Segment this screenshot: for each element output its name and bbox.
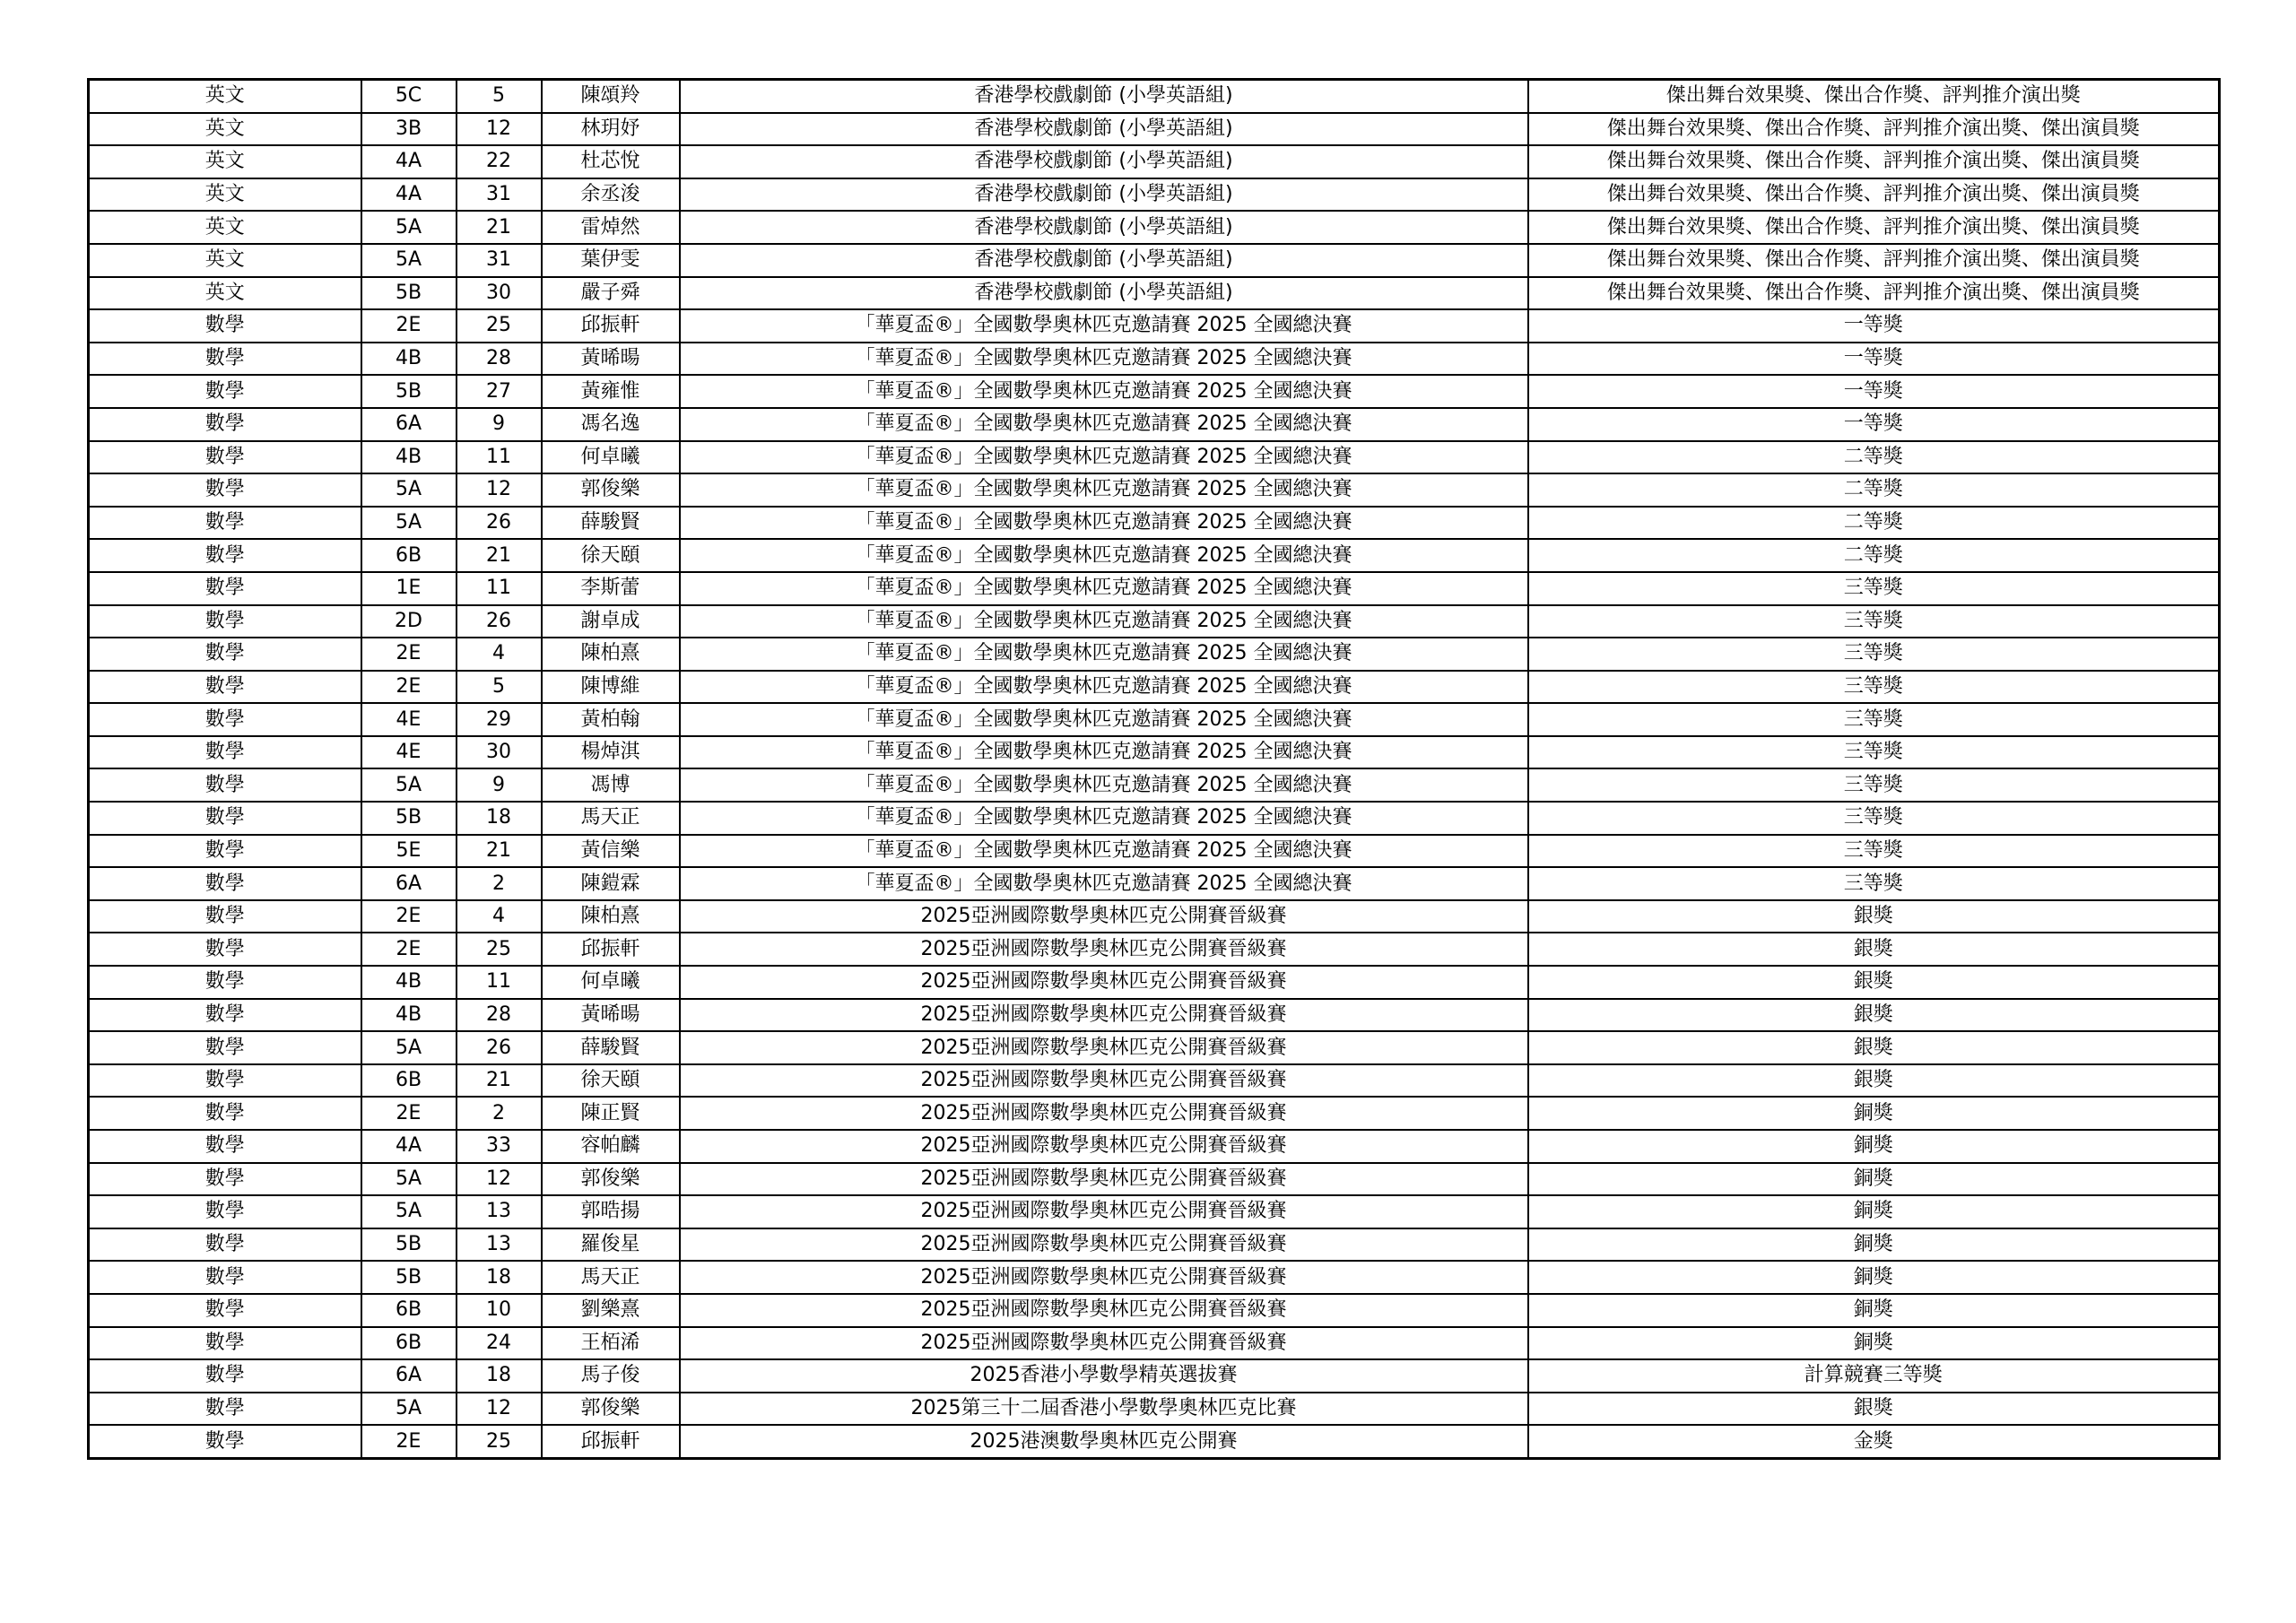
competition-cell: 2025亞洲國際數學奧林匹克公開賽晉級賽	[680, 1097, 1528, 1130]
competition-cell: 「華夏盃®」全國數學奧林匹克邀請賽 2025 全國總決賽	[680, 768, 1528, 802]
student-name-cell: 余丞浚	[542, 178, 680, 212]
class-cell: 6A	[361, 1359, 457, 1393]
student-name-cell: 馬天正	[542, 802, 680, 835]
student-name-cell: 徐天頤	[542, 539, 680, 572]
table-row	[89, 1393, 2220, 1426]
student-name-cell: 馬天正	[542, 1261, 680, 1294]
student-number-cell: 22	[457, 145, 542, 178]
class-cell: 5A	[361, 1195, 457, 1228]
student-name-cell: 陳柏熹	[542, 638, 680, 671]
subject-cell: 數學	[89, 1261, 361, 1294]
table-row	[89, 1031, 2220, 1064]
subject-cell: 數學	[89, 1393, 361, 1426]
competition-cell: 2025亞洲國際數學奧林匹克公開賽晉級賽	[680, 1163, 1528, 1196]
class-cell: 2E	[361, 638, 457, 671]
student-name-cell: 陳博維	[542, 671, 680, 704]
student-name-cell: 謝卓成	[542, 605, 680, 638]
student-name-cell: 黃信樂	[542, 835, 680, 868]
table-row	[89, 1130, 2220, 1163]
student-name-cell: 黃晞暘	[542, 343, 680, 376]
competition-cell: 「華夏盃®」全國數學奧林匹克邀請賽 2025 全國總決賽	[680, 867, 1528, 900]
table-row	[89, 802, 2220, 835]
table-row	[89, 638, 2220, 671]
student-name-cell: 徐天頤	[542, 1064, 680, 1098]
student-name-cell: 郭俊樂	[542, 1163, 680, 1196]
student-name-cell: 馮博	[542, 768, 680, 802]
student-number-cell: 4	[457, 900, 542, 933]
award-cell: 銀獎	[1528, 966, 2220, 999]
award-cell: 一等獎	[1528, 408, 2220, 441]
class-cell: 5B	[361, 277, 457, 310]
student-number-cell: 21	[457, 835, 542, 868]
student-name-cell: 黃晞暘	[542, 999, 680, 1032]
class-cell: 5A	[361, 473, 457, 507]
subject-cell: 數學	[89, 802, 361, 835]
student-number-cell: 30	[457, 277, 542, 310]
competition-cell: 2025亞洲國際數學奧林匹克公開賽晉級賽	[680, 1228, 1528, 1262]
competition-cell: 「華夏盃®」全國數學奧林匹克邀請賽 2025 全國總決賽	[680, 473, 1528, 507]
student-number-cell: 29	[457, 703, 542, 736]
student-name-cell: 陳鎧霖	[542, 867, 680, 900]
table-row	[89, 1064, 2220, 1098]
student-number-cell: 21	[457, 1064, 542, 1098]
table-row	[89, 441, 2220, 474]
class-cell: 6A	[361, 867, 457, 900]
subject-cell: 數學	[89, 1294, 361, 1327]
competition-cell: 2025亞洲國際數學奧林匹克公開賽晉級賽	[680, 999, 1528, 1032]
award-cell: 三等獎	[1528, 768, 2220, 802]
table-row	[89, 80, 2220, 113]
table-row	[89, 1097, 2220, 1130]
award-cell: 傑出舞台效果獎、傑出合作獎、評判推介演出獎、傑出演員獎	[1528, 145, 2220, 178]
table-row	[89, 1425, 2220, 1458]
student-number-cell: 2	[457, 867, 542, 900]
subject-cell: 數學	[89, 1359, 361, 1393]
class-cell: 2E	[361, 933, 457, 966]
class-cell: 6A	[361, 408, 457, 441]
class-cell: 4A	[361, 1130, 457, 1163]
table-row	[89, 178, 2220, 212]
competition-cell: 2025亞洲國際數學奧林匹克公開賽晉級賽	[680, 900, 1528, 933]
student-number-cell: 33	[457, 1130, 542, 1163]
student-number-cell: 13	[457, 1195, 542, 1228]
award-cell: 銅獎	[1528, 1097, 2220, 1130]
class-cell: 5B	[361, 802, 457, 835]
competition-cell: 「華夏盃®」全國數學奧林匹克邀請賽 2025 全國總決賽	[680, 802, 1528, 835]
class-cell: 5A	[361, 1031, 457, 1064]
competition-cell: 香港學校戲劇節 (小學英語組)	[680, 244, 1528, 277]
table-row	[89, 1294, 2220, 1327]
class-cell: 5A	[361, 507, 457, 540]
student-number-cell: 10	[457, 1294, 542, 1327]
subject-cell: 數學	[89, 638, 361, 671]
table-row	[89, 408, 2220, 441]
student-number-cell: 5	[457, 671, 542, 704]
class-cell: 2E	[361, 900, 457, 933]
class-cell: 2D	[361, 605, 457, 638]
student-number-cell: 12	[457, 473, 542, 507]
subject-cell: 數學	[89, 375, 361, 408]
award-cell: 傑出舞台效果獎、傑出合作獎、評判推介演出獎、傑出演員獎	[1528, 244, 2220, 277]
table-row	[89, 1195, 2220, 1228]
subject-cell: 數學	[89, 1031, 361, 1064]
class-cell: 5A	[361, 211, 457, 244]
subject-cell: 數學	[89, 671, 361, 704]
award-cell: 銀獎	[1528, 1393, 2220, 1426]
student-name-cell: 王栢浠	[542, 1327, 680, 1360]
student-name-cell: 葉伊雯	[542, 244, 680, 277]
competition-cell: 2025亞洲國際數學奧林匹克公開賽晉級賽	[680, 1261, 1528, 1294]
subject-cell: 數學	[89, 1228, 361, 1262]
award-cell: 計算競賽三等獎	[1528, 1359, 2220, 1393]
student-name-cell: 劉樂熹	[542, 1294, 680, 1327]
table-row	[89, 671, 2220, 704]
table-row	[89, 113, 2220, 146]
class-cell: 6B	[361, 1327, 457, 1360]
award-cell: 傑出舞台效果獎、傑出合作獎、評判推介演出獎、傑出演員獎	[1528, 277, 2220, 310]
student-number-cell: 13	[457, 1228, 542, 1262]
subject-cell: 數學	[89, 900, 361, 933]
subject-cell: 英文	[89, 211, 361, 244]
class-cell: 5E	[361, 835, 457, 868]
class-cell: 4B	[361, 343, 457, 376]
competition-cell: 2025香港小學數學精英選拔賽	[680, 1359, 1528, 1393]
subject-cell: 數學	[89, 835, 361, 868]
class-cell: 4A	[361, 178, 457, 212]
student-number-cell: 5	[457, 80, 542, 113]
table-row	[89, 1327, 2220, 1360]
award-cell: 銀獎	[1528, 999, 2220, 1032]
award-cell: 銅獎	[1528, 1294, 2220, 1327]
subject-cell: 數學	[89, 1130, 361, 1163]
competition-cell: 2025亞洲國際數學奧林匹克公開賽晉級賽	[680, 1327, 1528, 1360]
table-row	[89, 1261, 2220, 1294]
subject-cell: 數學	[89, 1327, 361, 1360]
student-number-cell: 26	[457, 605, 542, 638]
subject-cell: 數學	[89, 605, 361, 638]
competition-cell: 2025亞洲國際數學奧林匹克公開賽晉級賽	[680, 1064, 1528, 1098]
competition-cell: 2025亞洲國際數學奧林匹克公開賽晉級賽	[680, 966, 1528, 999]
competition-cell: 2025亞洲國際數學奧林匹克公開賽晉級賽	[680, 1130, 1528, 1163]
competition-cell: 「華夏盃®」全國數學奧林匹克邀請賽 2025 全國總決賽	[680, 572, 1528, 605]
competition-cell: 「華夏盃®」全國數學奧林匹克邀請賽 2025 全國總決賽	[680, 507, 1528, 540]
table-row	[89, 1359, 2220, 1393]
class-cell: 4B	[361, 966, 457, 999]
class-cell: 6B	[361, 1294, 457, 1327]
student-number-cell: 25	[457, 933, 542, 966]
student-number-cell: 21	[457, 211, 542, 244]
student-name-cell: 薛駿賢	[542, 507, 680, 540]
table-row	[89, 309, 2220, 343]
subject-cell: 數學	[89, 408, 361, 441]
student-name-cell: 邱振軒	[542, 1425, 680, 1458]
student-number-cell: 30	[457, 736, 542, 769]
subject-cell: 數學	[89, 1097, 361, 1130]
subject-cell: 數學	[89, 539, 361, 572]
table-row	[89, 867, 2220, 900]
student-number-cell: 11	[457, 966, 542, 999]
student-number-cell: 28	[457, 999, 542, 1032]
competition-cell: 2025港澳數學奧林匹克公開賽	[680, 1425, 1528, 1458]
competition-cell: 香港學校戲劇節 (小學英語組)	[680, 80, 1528, 113]
subject-cell: 英文	[89, 244, 361, 277]
student-number-cell: 31	[457, 178, 542, 212]
award-cell: 銅獎	[1528, 1195, 2220, 1228]
award-cell: 金獎	[1528, 1425, 2220, 1458]
award-cell: 三等獎	[1528, 835, 2220, 868]
student-number-cell: 18	[457, 802, 542, 835]
class-cell: 2E	[361, 309, 457, 343]
class-cell: 2E	[361, 671, 457, 704]
student-number-cell: 25	[457, 1425, 542, 1458]
class-cell: 2E	[361, 1425, 457, 1458]
subject-cell: 數學	[89, 966, 361, 999]
student-number-cell: 12	[457, 1393, 542, 1426]
award-cell: 銀獎	[1528, 900, 2220, 933]
subject-cell: 數學	[89, 933, 361, 966]
table-row	[89, 933, 2220, 966]
student-name-cell: 郭俊樂	[542, 1393, 680, 1426]
competition-cell: 香港學校戲劇節 (小學英語組)	[680, 277, 1528, 310]
table-row	[89, 507, 2220, 540]
competition-cell: 「華夏盃®」全國數學奧林匹克邀請賽 2025 全國總決賽	[680, 605, 1528, 638]
competition-cell: 「華夏盃®」全國數學奧林匹克邀請賽 2025 全國總決賽	[680, 375, 1528, 408]
table-row	[89, 145, 2220, 178]
student-name-cell: 李斯蕾	[542, 572, 680, 605]
subject-cell: 數學	[89, 867, 361, 900]
student-name-cell: 陳頌羚	[542, 80, 680, 113]
award-cell: 二等獎	[1528, 539, 2220, 572]
competition-cell: 「華夏盃®」全國數學奧林匹克邀請賽 2025 全國總決賽	[680, 309, 1528, 343]
class-cell: 4E	[361, 736, 457, 769]
student-number-cell: 25	[457, 309, 542, 343]
award-cell: 三等獎	[1528, 572, 2220, 605]
class-cell: 6B	[361, 539, 457, 572]
table-row	[89, 768, 2220, 802]
student-number-cell: 11	[457, 441, 542, 474]
student-name-cell: 何卓曦	[542, 966, 680, 999]
table-row	[89, 703, 2220, 736]
table-row	[89, 900, 2220, 933]
table-row	[89, 966, 2220, 999]
competition-cell: 2025第三十二屆香港小學數學奧林匹克比賽	[680, 1393, 1528, 1426]
student-number-cell: 9	[457, 408, 542, 441]
competition-cell: 香港學校戲劇節 (小學英語組)	[680, 145, 1528, 178]
student-name-cell: 林玥妤	[542, 113, 680, 146]
subject-cell: 數學	[89, 473, 361, 507]
subject-cell: 英文	[89, 113, 361, 146]
class-cell: 5C	[361, 80, 457, 113]
class-cell: 5A	[361, 768, 457, 802]
table-row	[89, 277, 2220, 310]
student-number-cell: 2	[457, 1097, 542, 1130]
student-number-cell: 12	[457, 1163, 542, 1196]
student-name-cell: 何卓曦	[542, 441, 680, 474]
student-name-cell: 陳柏熹	[542, 900, 680, 933]
class-cell: 5A	[361, 244, 457, 277]
award-cell: 三等獎	[1528, 605, 2220, 638]
student-name-cell: 馮名逸	[542, 408, 680, 441]
award-cell: 銅獎	[1528, 1228, 2220, 1262]
awards-table	[87, 78, 2221, 1460]
competition-cell: 「華夏盃®」全國數學奧林匹克邀請賽 2025 全國總決賽	[680, 736, 1528, 769]
award-cell: 二等獎	[1528, 507, 2220, 540]
award-cell: 三等獎	[1528, 638, 2220, 671]
subject-cell: 數學	[89, 1064, 361, 1098]
competition-cell: 「華夏盃®」全國數學奧林匹克邀請賽 2025 全國總決賽	[680, 703, 1528, 736]
table-row	[89, 343, 2220, 376]
award-cell: 三等獎	[1528, 671, 2220, 704]
student-name-cell: 嚴子舜	[542, 277, 680, 310]
student-number-cell: 26	[457, 1031, 542, 1064]
table-row	[89, 835, 2220, 868]
competition-cell: 「華夏盃®」全國數學奧林匹克邀請賽 2025 全國總決賽	[680, 638, 1528, 671]
award-cell: 一等獎	[1528, 375, 2220, 408]
class-cell: 4E	[361, 703, 457, 736]
competition-cell: 香港學校戲劇節 (小學英語組)	[680, 113, 1528, 146]
student-name-cell: 黃雍惟	[542, 375, 680, 408]
competition-cell: 2025亞洲國際數學奧林匹克公開賽晉級賽	[680, 1031, 1528, 1064]
student-name-cell: 邱振軒	[542, 309, 680, 343]
table-row	[89, 473, 2220, 507]
award-cell: 傑出舞台效果獎、傑出合作獎、評判推介演出獎	[1528, 80, 2220, 113]
competition-cell: 「華夏盃®」全國數學奧林匹克邀請賽 2025 全國總決賽	[680, 441, 1528, 474]
award-cell: 一等獎	[1528, 343, 2220, 376]
subject-cell: 數學	[89, 736, 361, 769]
subject-cell: 數學	[89, 703, 361, 736]
award-cell: 三等獎	[1528, 867, 2220, 900]
class-cell: 5B	[361, 1261, 457, 1294]
student-number-cell: 27	[457, 375, 542, 408]
student-name-cell: 黃柏翰	[542, 703, 680, 736]
student-number-cell: 4	[457, 638, 542, 671]
award-cell: 銅獎	[1528, 1261, 2220, 1294]
student-number-cell: 9	[457, 768, 542, 802]
competition-cell: 「華夏盃®」全國數學奧林匹克邀請賽 2025 全國總決賽	[680, 539, 1528, 572]
student-number-cell: 26	[457, 507, 542, 540]
award-cell: 銅獎	[1528, 1327, 2220, 1360]
table-row	[89, 605, 2220, 638]
competition-cell: 2025亞洲國際數學奧林匹克公開賽晉級賽	[680, 1294, 1528, 1327]
award-cell: 銀獎	[1528, 1064, 2220, 1098]
competition-cell: 「華夏盃®」全國數學奧林匹克邀請賽 2025 全國總決賽	[680, 343, 1528, 376]
class-cell: 2E	[361, 1097, 457, 1130]
class-cell: 5A	[361, 1393, 457, 1426]
award-cell: 銅獎	[1528, 1130, 2220, 1163]
class-cell: 3B	[361, 113, 457, 146]
competition-cell: 2025亞洲國際數學奧林匹克公開賽晉級賽	[680, 1195, 1528, 1228]
subject-cell: 數學	[89, 999, 361, 1032]
subject-cell: 英文	[89, 178, 361, 212]
competition-cell: 香港學校戲劇節 (小學英語組)	[680, 211, 1528, 244]
subject-cell: 英文	[89, 80, 361, 113]
subject-cell: 數學	[89, 343, 361, 376]
student-number-cell: 28	[457, 343, 542, 376]
award-cell: 二等獎	[1528, 473, 2220, 507]
award-cell: 銀獎	[1528, 933, 2220, 966]
student-number-cell: 11	[457, 572, 542, 605]
award-cell: 銀獎	[1528, 1031, 2220, 1064]
award-cell: 傑出舞台效果獎、傑出合作獎、評判推介演出獎、傑出演員獎	[1528, 178, 2220, 212]
competition-cell: 「華夏盃®」全國數學奧林匹克邀請賽 2025 全國總決賽	[680, 671, 1528, 704]
student-name-cell: 羅俊星	[542, 1228, 680, 1262]
competition-cell: 2025亞洲國際數學奧林匹克公開賽晉級賽	[680, 933, 1528, 966]
table-row	[89, 539, 2220, 572]
student-number-cell: 18	[457, 1261, 542, 1294]
student-number-cell: 24	[457, 1327, 542, 1360]
class-cell: 4B	[361, 441, 457, 474]
award-cell: 傑出舞台效果獎、傑出合作獎、評判推介演出獎、傑出演員獎	[1528, 211, 2220, 244]
competition-cell: 香港學校戲劇節 (小學英語組)	[680, 178, 1528, 212]
subject-cell: 數學	[89, 441, 361, 474]
awards-table-body	[89, 80, 2220, 1459]
award-cell: 傑出舞台效果獎、傑出合作獎、評判推介演出獎、傑出演員獎	[1528, 113, 2220, 146]
award-cell: 三等獎	[1528, 736, 2220, 769]
class-cell: 4B	[361, 999, 457, 1032]
competition-cell: 「華夏盃®」全國數學奧林匹克邀請賽 2025 全國總決賽	[680, 408, 1528, 441]
student-name-cell: 薛駿賢	[542, 1031, 680, 1064]
competition-cell: 「華夏盃®」全國數學奧林匹克邀請賽 2025 全國總決賽	[680, 835, 1528, 868]
award-cell: 銅獎	[1528, 1163, 2220, 1196]
class-cell: 5B	[361, 1228, 457, 1262]
award-cell: 二等獎	[1528, 441, 2220, 474]
award-cell: 三等獎	[1528, 703, 2220, 736]
student-number-cell: 21	[457, 539, 542, 572]
student-name-cell: 邱振軒	[542, 933, 680, 966]
subject-cell: 數學	[89, 309, 361, 343]
table-row	[89, 999, 2220, 1032]
award-cell: 一等獎	[1528, 309, 2220, 343]
table-row	[89, 572, 2220, 605]
student-name-cell: 郭晧揚	[542, 1195, 680, 1228]
subject-cell: 數學	[89, 768, 361, 802]
table-row	[89, 244, 2220, 277]
subject-cell: 數學	[89, 1163, 361, 1196]
student-number-cell: 18	[457, 1359, 542, 1393]
table-row	[89, 1228, 2220, 1262]
student-number-cell: 31	[457, 244, 542, 277]
subject-cell: 數學	[89, 507, 361, 540]
student-name-cell: 雷焯然	[542, 211, 680, 244]
subject-cell: 數學	[89, 1425, 361, 1458]
table-row	[89, 1163, 2220, 1196]
table-row	[89, 375, 2220, 408]
student-name-cell: 楊焯淇	[542, 736, 680, 769]
class-cell: 5A	[361, 1163, 457, 1196]
subject-cell: 數學	[89, 572, 361, 605]
subject-cell: 數學	[89, 1195, 361, 1228]
class-cell: 6B	[361, 1064, 457, 1098]
student-number-cell: 12	[457, 113, 542, 146]
subject-cell: 英文	[89, 145, 361, 178]
student-name-cell: 馬子俊	[542, 1359, 680, 1393]
table-row	[89, 211, 2220, 244]
student-name-cell: 容帕麟	[542, 1130, 680, 1163]
subject-cell: 英文	[89, 277, 361, 310]
class-cell: 4A	[361, 145, 457, 178]
award-cell: 三等獎	[1528, 802, 2220, 835]
student-name-cell: 杜芯悅	[542, 145, 680, 178]
student-name-cell: 陳正賢	[542, 1097, 680, 1130]
student-name-cell: 郭俊樂	[542, 473, 680, 507]
class-cell: 1E	[361, 572, 457, 605]
class-cell: 5B	[361, 375, 457, 408]
table-row	[89, 736, 2220, 769]
